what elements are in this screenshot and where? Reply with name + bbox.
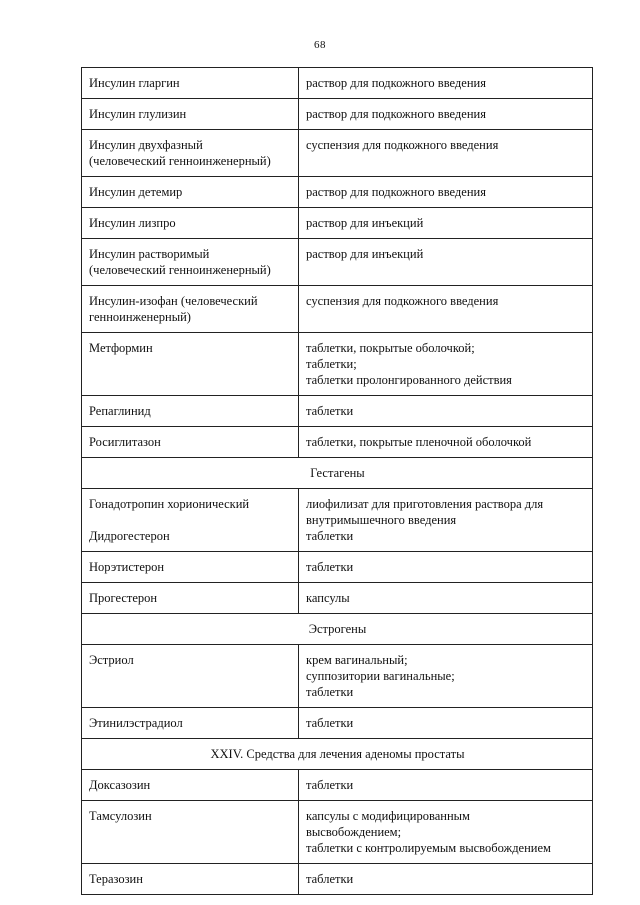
dosage-form-line: раствор для инъекций (306, 247, 424, 261)
drug-name-line: Эстриол (89, 653, 134, 667)
drug-name-line: Доксазозин (89, 778, 151, 792)
drug-name-line: Прогестерон (89, 591, 158, 605)
drug-name-cell (82, 99, 299, 130)
drug-name-cell (82, 177, 299, 208)
drug-name-line: Инсулин растворимый (89, 247, 210, 261)
drug-name-cell (82, 770, 299, 801)
dosage-form-line: таблетки с контролируемым высвобождением (306, 841, 551, 855)
dosage-form-cell (299, 286, 593, 333)
drug-name-line: (человеческий генноинженерный) (89, 263, 271, 277)
dosage-form-line: суппозитории вагинальные; (306, 669, 455, 683)
dosage-form-cell (299, 177, 593, 208)
drug-name-cell (82, 645, 299, 708)
dosage-form-line: капсулы (306, 591, 350, 605)
dosage-form-line: высвобождением; (306, 825, 402, 839)
drug-name-line: Норэтистерон (89, 560, 165, 574)
table-row (82, 708, 593, 739)
dosage-form-line: раствор для инъекций (306, 216, 424, 230)
table-body (82, 68, 593, 895)
dosage-form-cell (299, 68, 593, 99)
drug-list-table (81, 67, 593, 895)
section-header-row (82, 739, 593, 770)
drug-name-line: Гонадотропин хорионический (89, 497, 250, 511)
table-row (82, 239, 593, 286)
page-number: 68 (314, 39, 326, 51)
dosage-form-line: таблетки (306, 685, 354, 699)
drug-name-cell (82, 583, 299, 614)
table-row (82, 208, 593, 239)
drug-name-cell (82, 552, 299, 583)
dosage-form-cell (299, 801, 593, 864)
drug-name-cell (82, 333, 299, 396)
table-row (82, 130, 593, 177)
dosage-form-line: внутримышечного введения (306, 513, 457, 527)
dosage-form-cell (299, 552, 593, 583)
dosage-form-line: таблетки, покрытые оболочкой; (306, 341, 475, 355)
drug-name-line: Росиглитазон (89, 435, 161, 449)
drug-name-line: Дидрогестерон (89, 529, 170, 543)
drug-name-line: генноинженерный) (89, 310, 191, 324)
drug-name-line: Этинилэстрадиол (89, 716, 183, 730)
dosage-form-cell (299, 864, 593, 895)
drug-name-cell (82, 396, 299, 427)
drug-name-line: Репаглинид (89, 404, 151, 418)
dosage-form-line: таблетки (306, 529, 354, 543)
drug-name-cell (82, 286, 299, 333)
section-header-row (82, 614, 593, 645)
dosage-form-line: таблетки пролонгированного действия (306, 373, 512, 387)
dosage-form-line: таблетки (306, 872, 354, 886)
dosage-form-cell (299, 489, 593, 552)
dosage-form-line: таблетки (306, 778, 354, 792)
table-row (82, 286, 593, 333)
table-row (82, 864, 593, 895)
drug-name-line (89, 512, 292, 528)
drug-name-line: (человеческий генноинженерный) (89, 154, 271, 168)
table-row (82, 645, 593, 708)
dosage-form-cell (299, 333, 593, 396)
dosage-form-cell (299, 208, 593, 239)
drug-name-cell (82, 130, 299, 177)
dosage-form-cell (299, 130, 593, 177)
drug-name-line: Инсулин-изофан (человеческий (89, 294, 258, 308)
drug-name-cell (82, 239, 299, 286)
dosage-form-cell (299, 708, 593, 739)
section-title: XXIV. Средства для лечения аденомы простаты (82, 739, 593, 770)
drug-name-line: Инсулин двухфазный (89, 138, 203, 152)
table-row (82, 583, 593, 614)
table-row (82, 333, 593, 396)
dosage-form-line: таблетки; (306, 357, 357, 371)
dosage-form-line: раствор для подкожного введения (306, 76, 486, 90)
section-title: Эстрогены (82, 614, 593, 645)
drug-name-line: Инсулин детемир (89, 185, 183, 199)
table-row (82, 552, 593, 583)
section-title: Гестагены (82, 458, 593, 489)
dosage-form-cell (299, 770, 593, 801)
table-row (82, 801, 593, 864)
drug-name-cell (82, 864, 299, 895)
drug-name-cell (82, 801, 299, 864)
table-row (82, 177, 593, 208)
drug-name-cell (82, 208, 299, 239)
dosage-form-line: суспензия для подкожного введения (306, 138, 499, 152)
dosage-form-line: суспензия для подкожного введения (306, 294, 499, 308)
table-row (82, 427, 593, 458)
dosage-form-line: раствор для подкожного введения (306, 185, 486, 199)
dosage-form-line: крем вагинальный; (306, 653, 408, 667)
drug-name-cell (82, 68, 299, 99)
table-row (82, 489, 593, 552)
table-row (82, 770, 593, 801)
dosage-form-line: таблетки (306, 404, 354, 418)
drug-name-line: Теразозин (89, 872, 143, 886)
dosage-form-line: раствор для подкожного введения (306, 107, 486, 121)
drug-name-cell (82, 489, 299, 552)
drug-name-line: Инсулин гларгин (89, 76, 180, 90)
dosage-form-cell (299, 396, 593, 427)
dosage-form-cell (299, 99, 593, 130)
drug-name-cell (82, 427, 299, 458)
dosage-form-line: таблетки (306, 560, 354, 574)
drug-name-line: Инсулин лизпро (89, 216, 176, 230)
dosage-form-cell (299, 239, 593, 286)
drug-name-line: Тамсулозин (89, 809, 152, 823)
dosage-form-line: лиофилизат для приготовления раствора для (306, 497, 544, 511)
table-row (82, 68, 593, 99)
dosage-form-cell (299, 427, 593, 458)
dosage-form-line: таблетки, покрытые пленочной оболочкой (306, 435, 532, 449)
dosage-form-cell (299, 583, 593, 614)
drug-name-line: Метформин (89, 341, 153, 355)
drug-name-line: Инсулин глулизин (89, 107, 187, 121)
drug-name-cell (82, 708, 299, 739)
table-row (82, 99, 593, 130)
dosage-form-line: капсулы с модифицированным (306, 809, 470, 823)
dosage-form-line: таблетки (306, 716, 354, 730)
section-header-row (82, 458, 593, 489)
table-row (82, 396, 593, 427)
dosage-form-cell (299, 645, 593, 708)
